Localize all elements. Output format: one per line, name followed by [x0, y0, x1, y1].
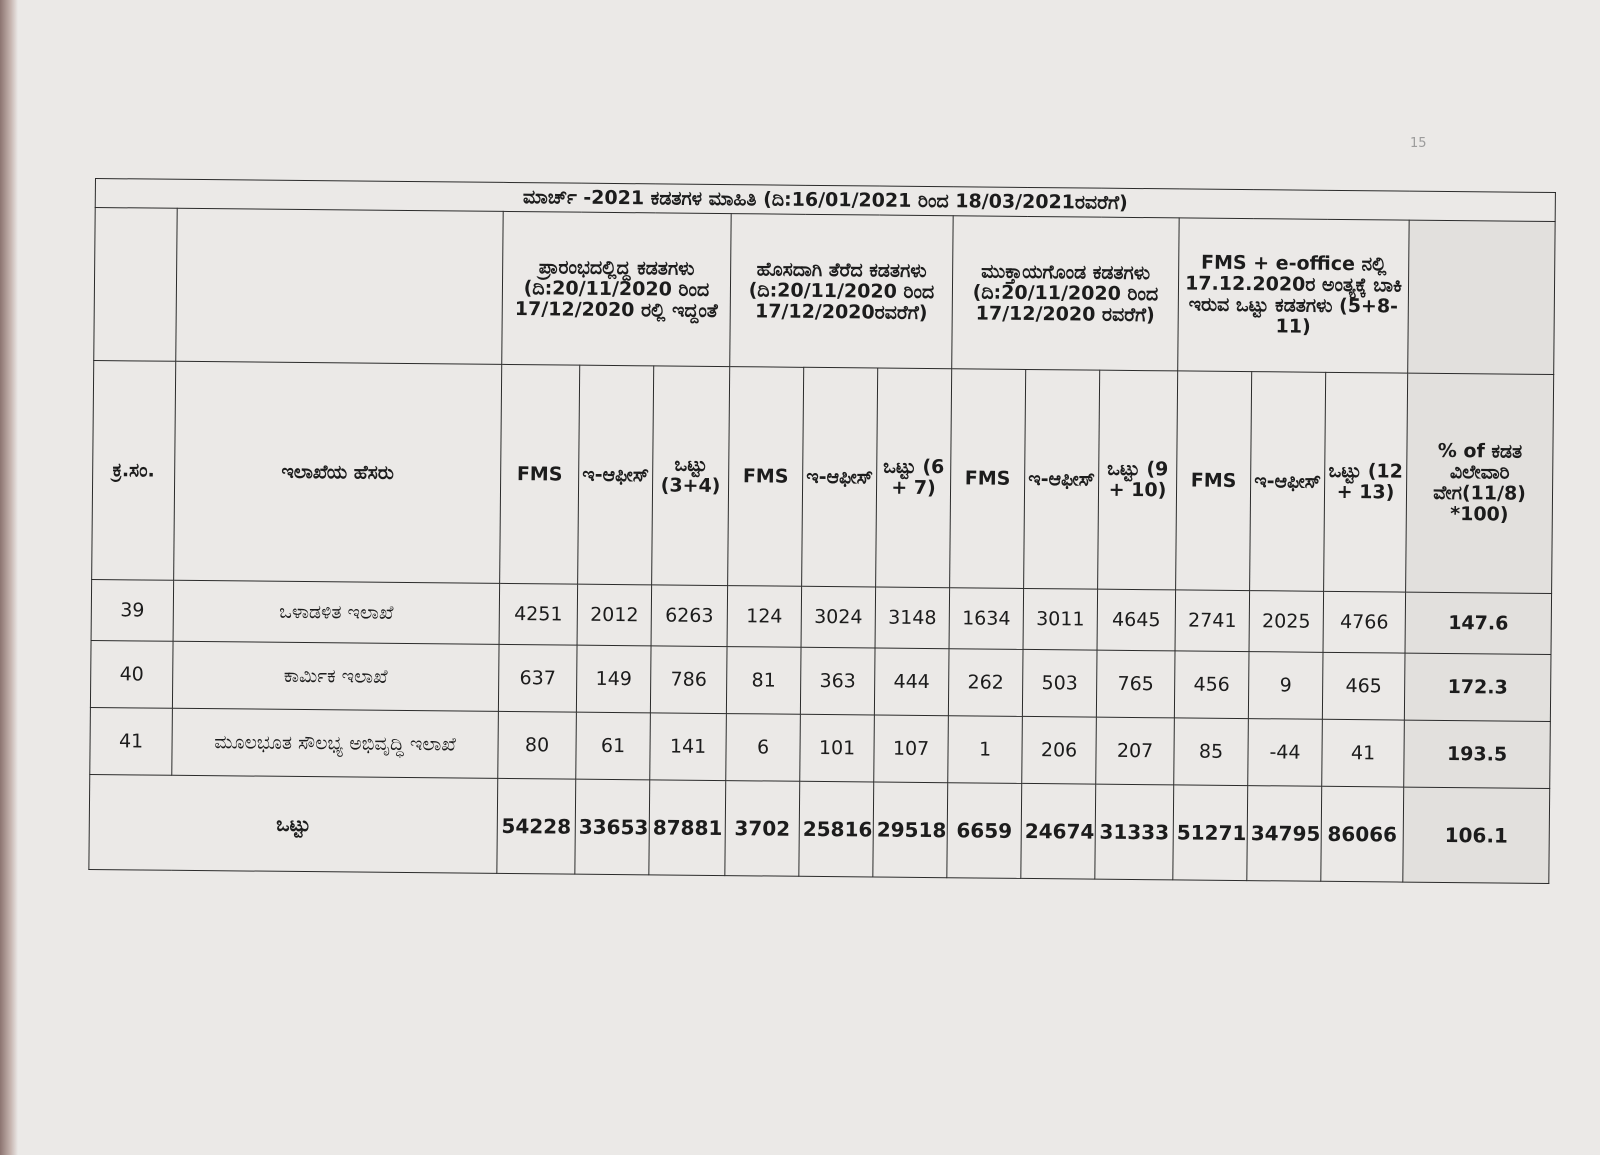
value-cell: 465	[1322, 652, 1405, 720]
col-header-eoffice: ಇ-ಆಫೀಸ್	[578, 365, 654, 585]
value-cell: 6	[726, 714, 801, 782]
total-rate-cell: 106.1	[1403, 787, 1550, 883]
header-blank-dept	[176, 208, 503, 364]
value-cell: 207	[1096, 717, 1175, 785]
value-cell: 3011	[1023, 588, 1098, 650]
value-cell: 41	[1322, 719, 1405, 787]
value-cell: 124	[727, 586, 802, 648]
rate-cell: 193.5	[1404, 720, 1551, 788]
value-cell: 81	[726, 647, 801, 715]
col-header-dept: ಇಲಾಖೆಯ ಹೆಸರು	[174, 361, 502, 583]
value-cell: 3148	[875, 587, 950, 649]
dept-name-cell: ಕಾರ್ಮಿಕ ಇಲಾಖೆ	[172, 641, 499, 711]
value-cell: 456	[1174, 651, 1249, 719]
group-header-row	[94, 208, 1555, 375]
value-cell: 149	[576, 645, 651, 713]
total-value-cell: 86066	[1321, 786, 1404, 882]
total-value-cell: 24674	[1021, 783, 1096, 879]
value-cell: 363	[800, 647, 875, 715]
group-header-closed-files: ಮುಕ್ತಾಯಗೊಂಡ ಕಡತಗಳು (ದಿ:20/11/2020 ರಿಂದ 17/12/2020 ರವರೆಗೆ)	[952, 216, 1179, 371]
total-value-cell: 29518	[873, 782, 948, 878]
value-cell: 1	[948, 716, 1023, 784]
value-cell: 6263	[651, 585, 728, 647]
page-number: 15	[1410, 136, 1427, 151]
value-cell: 765	[1096, 650, 1175, 718]
value-cell: 2741	[1175, 590, 1250, 652]
left-edge-shadow	[0, 0, 18, 1155]
col-header-fms: FMS	[728, 367, 804, 587]
value-cell: 4645	[1097, 589, 1176, 651]
total-label: ಒಟ್ಟು	[89, 774, 498, 873]
col-header-total: ಒಟ್ಟು (12 + 13)	[1324, 372, 1408, 592]
value-cell: 444	[874, 648, 949, 716]
col-header-total: ಒಟ್ಟು (6 + 7)	[876, 368, 952, 588]
total-value-cell: 3702	[725, 781, 800, 877]
total-value-cell: 6659	[947, 783, 1022, 879]
value-cell: 85	[1174, 718, 1249, 786]
value-cell: 80	[498, 711, 577, 779]
value-cell: 3024	[801, 586, 876, 648]
total-row	[89, 774, 1550, 883]
col-header-fms: FMS	[500, 364, 580, 584]
value-cell: 101	[800, 714, 875, 782]
value-cell: 4766	[1323, 591, 1406, 653]
total-value-cell: 25816	[799, 781, 874, 877]
value-cell: 2025	[1249, 591, 1324, 653]
document-sheet	[88, 178, 1555, 884]
group-header-new-files: ಹೊಸದಾಗಿ ತೆರೆದ ಕಡತಗಳು (ದಿ:20/11/2020 ರಿಂದ 17/12/2020ರವರೆಗೆ)	[730, 214, 953, 369]
col-header-total: ಒಟ್ಟು (3+4)	[652, 366, 730, 586]
header-blank-serial	[94, 208, 177, 362]
dept-name-cell: ಒಳಾಡಳಿತ ಇಲಾಖೆ	[173, 580, 500, 644]
total-value-cell: 51271	[1173, 785, 1248, 881]
serial-cell: 41	[90, 707, 173, 775]
sub-header-row	[92, 360, 1554, 593]
group-header-pending-files: FMS + e-office ನಲ್ಲಿ 17.12.2020ರ ಅಂತ್ಯಕ್ಕೆ ಬಾಕಿ ಇರುವ ಒಟ್ಟು ಕಡತಗಳು (5+8-11)	[1178, 218, 1409, 373]
value-cell: 141	[650, 713, 727, 781]
header-blank-rate	[1408, 220, 1556, 374]
col-header-eoffice: ಇ-ಆಫೀಸ್	[1024, 369, 1100, 589]
col-header-eoffice: ಇ-ಆಫೀಸ್	[1250, 372, 1326, 592]
value-cell: 4251	[499, 583, 578, 645]
total-value-cell: 31333	[1095, 784, 1174, 880]
col-header-fms: FMS	[1176, 371, 1252, 591]
value-cell: 61	[576, 712, 651, 780]
file-status-table	[88, 178, 1556, 884]
value-cell: 262	[948, 649, 1023, 717]
rate-cell: 172.3	[1404, 653, 1551, 721]
serial-cell: 39	[91, 579, 174, 641]
total-value-cell: 54228	[497, 778, 576, 874]
value-cell: 2012	[577, 584, 652, 646]
total-value-cell: 87881	[649, 780, 726, 876]
value-cell: -44	[1248, 719, 1323, 787]
col-header-eoffice: ಇ-ಆಫೀಸ್	[802, 367, 878, 587]
value-cell: 1634	[949, 588, 1024, 650]
col-header-fms: FMS	[950, 369, 1026, 589]
value-cell: 637	[498, 644, 577, 712]
value-cell: 107	[874, 715, 949, 783]
value-cell: 503	[1022, 649, 1097, 717]
col-header-rate: % of ಕಡತ ವಿಲೇವಾರಿ ವೇಗ(11/8) *100)	[1406, 373, 1554, 593]
value-cell: 9	[1248, 652, 1323, 720]
value-cell: 206	[1022, 716, 1097, 784]
rate-cell: 147.6	[1405, 592, 1552, 654]
col-header-total: ಒಟ್ಟು (9 + 10)	[1098, 370, 1178, 590]
col-header-serial: ಕ್ರ.ಸಂ.	[92, 360, 176, 580]
value-cell: 786	[650, 646, 727, 714]
total-value-cell: 33653	[575, 779, 650, 875]
total-value-cell: 34795	[1247, 786, 1322, 882]
table-title: ಮಾರ್ಚ್ -2021 ಕಡತಗಳ ಮಾಹಿತಿ (ದಿ:16/01/2021 ರಿಂದ 18/03/2021ರವರೆಗೆ)	[95, 179, 1555, 222]
serial-cell: 40	[90, 640, 173, 708]
dept-name-cell: ಮೂಲಭೂತ ಸೌಲಭ್ಯ ಅಭಿವೃದ್ಧಿ ಇಲಾಖೆ	[172, 708, 499, 778]
group-header-opening-files: ಪ್ರಾರಂಭದಲ್ಲಿದ್ದ ಕಡತಗಳು (ದಿ:20/11/2020 ರಿಂದ 17/12/2020 ರಲ್ಲಿ ಇದ್ದಂತೆ	[502, 211, 731, 366]
